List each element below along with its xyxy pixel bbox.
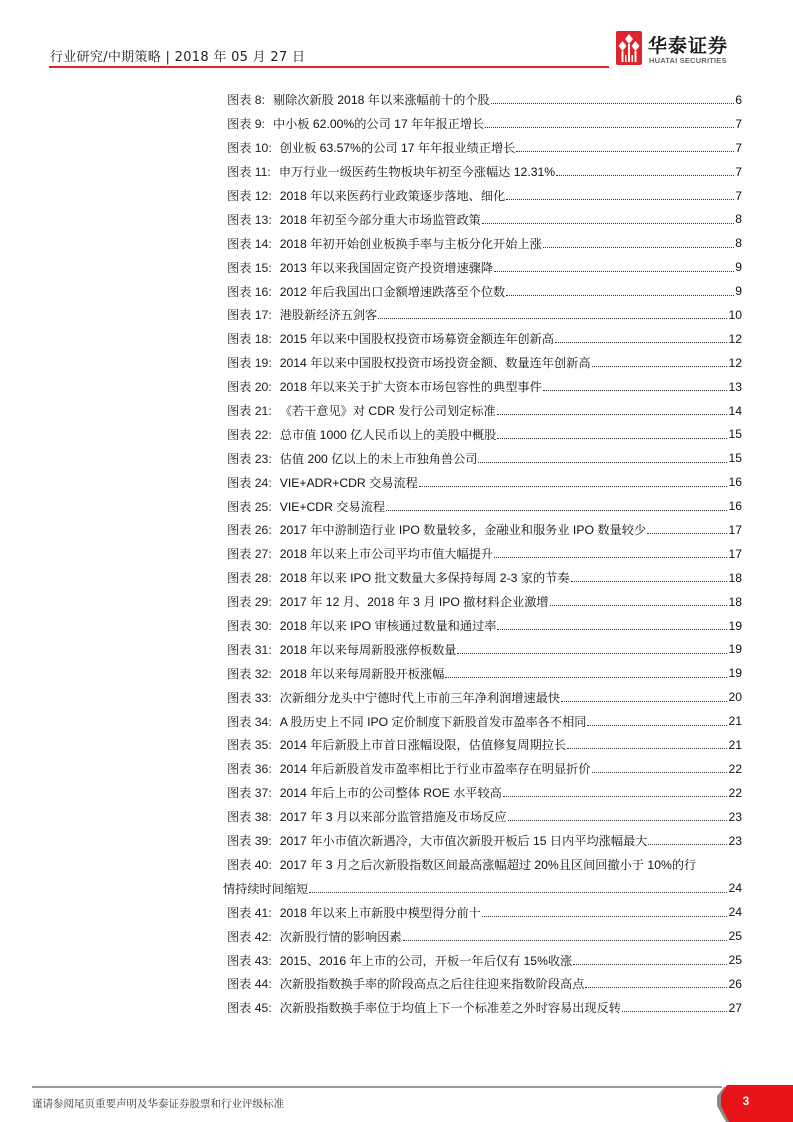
toc-entry[interactable] — [227, 924, 742, 948]
toc-entry[interactable] — [227, 446, 742, 470]
toc-entry[interactable] — [227, 614, 742, 638]
toc-page-number: 15 — [728, 451, 742, 466]
toc-figure-title: 2017 年中游制造行业 IPO 数量较多，金融业和服务业 IPO 数量较少 — [279, 523, 647, 538]
footer-divider — [32, 1086, 722, 1088]
toc-figure-label: 图表 27: — [227, 547, 272, 562]
toc-entry[interactable] — [227, 590, 742, 614]
toc-page-number: 25 — [728, 929, 742, 944]
toc-leader-dots — [457, 653, 727, 654]
toc-entry[interactable] — [227, 685, 742, 709]
toc-leader-dots — [506, 199, 734, 200]
toc-entry[interactable] — [227, 255, 742, 279]
toc-page-number: 17 — [728, 522, 742, 537]
toc-figure-label: 图表 45: — [227, 1001, 272, 1016]
toc-figure-title: 次新股指数换手率位于均值上下一个标准差之外时容易出现反转 — [279, 1001, 621, 1016]
toc-entry[interactable] — [227, 494, 742, 518]
toc-figure-title: 申万行业一级医药生物板块年初至今涨幅达 12.31% — [278, 165, 556, 180]
toc-figure-title: 2018 年以来每周新股开板涨幅 — [279, 666, 445, 681]
toc-page-number: 8 — [735, 212, 742, 227]
huatai-logo-icon — [616, 31, 642, 65]
toc-page-number: 8 — [735, 236, 742, 251]
toc-page-number: 7 — [735, 188, 742, 203]
toc-leader-dots — [648, 844, 727, 845]
toc-leader-dots — [622, 1011, 727, 1012]
toc-page-number: 7 — [735, 116, 742, 131]
toc-figure-label: 图表 26: — [227, 523, 272, 538]
toc-page-number: 9 — [735, 260, 742, 275]
toc-page-number: 23 — [728, 833, 742, 848]
toc-figure-title: VIE+CDR 交易流程 — [279, 499, 386, 514]
toc-entry[interactable] — [227, 829, 742, 853]
toc-figure-title: 2015 年以来中国股权投资市场募资金额连年创新高 — [279, 332, 554, 347]
toc-entry[interactable] — [227, 948, 742, 972]
toc-figure-title: 2012 年后我国出口金额增速跌落至个位数 — [279, 284, 506, 299]
toc-figure-label: 图表 33: — [227, 690, 272, 705]
toc-figure-title: VIE+ADR+CDR 交易流程 — [279, 475, 418, 490]
toc-figure-label: 图表 31: — [227, 642, 272, 657]
toc-leader-dots — [491, 103, 735, 104]
toc-entry[interactable] — [227, 542, 742, 566]
toc-leader-dots — [478, 462, 727, 463]
toc-figure-title: 2018 年以来上市公司平均市值大幅提升 — [279, 547, 494, 562]
toc-page-number: 19 — [728, 642, 742, 657]
toc-figure-title: 2017 年小市值次新遇冷，大市值次新股开板后 15 日内平均涨幅最大 — [279, 834, 648, 849]
toc-page-number: 18 — [728, 594, 742, 609]
toc-figure-title: 2014 年以来中国股权投资市场投资金额、数量连年创新高 — [279, 356, 591, 371]
toc-page-number: 25 — [728, 953, 742, 967]
toc-figure-label: 图表 28: — [227, 571, 272, 586]
toc-entry[interactable] — [227, 996, 742, 1020]
toc-entry[interactable] — [227, 136, 742, 160]
toc-figure-label: 图表 14: — [227, 236, 272, 251]
toc-leader-dots — [419, 486, 728, 487]
toc-figure-title: 创业板 63.57%的公司 17 年年报业绩正增长 — [279, 141, 516, 156]
toc-figure-label: 图表 39: — [227, 834, 272, 849]
toc-entry[interactable] — [227, 327, 742, 351]
toc-leader-dots — [571, 581, 728, 582]
toc-leader-dots — [561, 701, 727, 702]
toc-leader-dots — [497, 629, 727, 630]
page-number: 3 — [742, 1094, 750, 1108]
toc-figure-label: 图表 16: — [227, 284, 272, 299]
toc-figure-label: 图表 36: — [227, 762, 272, 777]
toc-entry[interactable] — [227, 709, 742, 733]
toc-figure-label: 图表 42: — [227, 929, 272, 944]
toc-figure-label: 图表 15: — [227, 260, 272, 275]
toc-figure-label: 图表 40: — [227, 857, 272, 872]
toc-entry[interactable] — [227, 757, 742, 781]
toc-leader-dots — [556, 175, 734, 176]
toc-leader-dots — [309, 892, 727, 893]
toc-page-number: 18 — [728, 570, 742, 585]
toc-page-number: 24 — [728, 905, 742, 920]
toc-figure-label: 图表 35: — [227, 738, 272, 753]
toc-figure-title: 2014 年后新股上市首日涨幅设限，估值修复周期拉长 — [279, 738, 567, 753]
toc-figure-title: 2018 年初开始创业板换手率与主板分化开始上涨 — [279, 236, 542, 251]
toc-figure-label: 图表 23: — [227, 451, 272, 466]
header-divider — [49, 66, 609, 68]
toc-figure-title-continued: 情持续时间缩短 — [223, 881, 309, 896]
toc-entry[interactable] — [227, 303, 742, 327]
toc-figure-title: 2018 年以来关于扩大资本市场包容性的典型事件 — [279, 380, 542, 395]
toc-figure-title: 2014 年后新股首发市盈率相比于行业市盈率存在明显折价 — [279, 762, 591, 777]
toc-figure-label: 图表 8: — [227, 93, 265, 108]
toc-page-number: 19 — [728, 618, 742, 633]
toc-entry[interactable] — [227, 781, 742, 805]
toc-leader-dots — [567, 748, 727, 749]
toc-page-number: 7 — [735, 164, 742, 179]
toc-leader-dots — [587, 725, 727, 726]
toc-leader-dots — [497, 414, 728, 415]
toc-figure-title: 2013 年以来我国固定资产投资增速骤降 — [279, 260, 494, 275]
toc-figure-title: 估值 200 亿以上的未上市独角兽公司 — [279, 451, 478, 466]
toc-page-number: 12 — [728, 331, 742, 346]
toc-entry[interactable] — [227, 207, 742, 231]
toc-figure-title: 2018 年以来上市新股中模型得分前十 — [279, 905, 481, 920]
toc-leader-dots — [585, 987, 727, 988]
toc-page-number: 21 — [728, 737, 742, 752]
toc-entry-continuation[interactable] — [223, 876, 742, 900]
toc-figure-title: 2017 年 3 月以来部分监管措施及市场反应 — [279, 810, 507, 825]
toc-figure-title: 2018 年初至今部分重大市场监管政策 — [279, 212, 481, 227]
toc-entry[interactable] — [227, 231, 742, 255]
toc-figure-title: 次新股指数换手率的阶段高点之后往往迎来指数阶段高点 — [279, 977, 585, 992]
toc-figure-label: 图表 24: — [227, 475, 272, 490]
toc-entry[interactable] — [227, 972, 742, 996]
toc-leader-dots — [550, 605, 728, 606]
toc-entry[interactable] — [227, 661, 742, 685]
toc-entry[interactable] — [227, 399, 742, 423]
toc-entry[interactable] — [227, 637, 742, 661]
toc-page-number: 12 — [728, 355, 742, 370]
toc-page-number: 21 — [728, 714, 742, 729]
toc-entry[interactable] — [227, 566, 742, 590]
toc-figure-title: A 股历史上不同 IPO 定价制度下新股首发市盈率各不相同 — [279, 714, 587, 729]
toc-page-number: 24 — [728, 881, 742, 896]
toc-leader-dots — [592, 366, 728, 367]
toc-page-number: 20 — [728, 690, 742, 705]
toc-page-number: 7 — [735, 140, 742, 155]
toc-leader-dots — [403, 940, 728, 941]
toc-entry[interactable] — [227, 805, 742, 829]
toc-leader-dots — [503, 796, 728, 797]
toc-page-number: 14 — [728, 403, 742, 418]
toc-figure-title: 总市值 1000 亿人民币以上的美股中概股 — [279, 427, 497, 442]
toc-leader-dots — [497, 438, 727, 439]
toc-entry[interactable] — [227, 375, 742, 399]
toc-leader-dots — [573, 964, 727, 965]
toc-figure-label: 图表 20: — [227, 380, 272, 395]
toc-entry[interactable] — [227, 470, 742, 494]
toc-figure-label: 图表 43: — [227, 953, 272, 968]
toc-leader-dots — [482, 916, 728, 917]
toc-leader-dots — [543, 247, 734, 248]
toc-entry[interactable] — [227, 160, 742, 184]
footer-disclaimer: 谨请参阅尾页重要声明及华泰证券股票和行业评级标准 — [32, 1098, 284, 1110]
toc-figure-title: 次新细分龙头中宁德时代上市前三年净利润增速最快 — [279, 690, 561, 705]
toc-page-number: 15 — [728, 427, 742, 442]
toc-page-number: 22 — [728, 785, 742, 800]
toc-figure-title: 次新股行情的影响因素 — [279, 929, 402, 944]
header-report-info: 行业研究/中期策略 | 2018 年 05 月 27 日 — [50, 50, 306, 65]
logo-chinese-name: 华泰证券 — [648, 35, 729, 57]
toc-entry[interactable] — [227, 351, 742, 375]
toc-figure-label: 图表 12: — [227, 189, 272, 203]
toc-leader-dots — [508, 820, 728, 821]
toc-entry[interactable] — [227, 279, 742, 303]
toc-page-number: 26 — [728, 976, 742, 991]
toc-figure-title: 2017 年 3 月之后次新股指数区间最高涨幅超过 20%且区间回撤小于 10%的行 — [279, 857, 697, 872]
toc-figure-title: 2018 年以来医药行业政策逐步落地、细化 — [279, 189, 506, 203]
toc-figure-label: 图表 10: — [227, 141, 272, 156]
toc-figure-label: 图表 41: — [227, 905, 272, 920]
toc-figure-label: 图表 19: — [227, 356, 272, 371]
toc-figure-label: 图表 29: — [227, 595, 272, 610]
toc-figure-title: 港股新经济五剑客 — [279, 308, 378, 323]
toc-figure-title: 2018 年以来 IPO 审核通过数量和通过率 — [279, 619, 497, 634]
toc-leader-dots — [494, 271, 734, 272]
toc-figure-label: 图表 9: — [227, 117, 265, 132]
toc-figure-title: 2015、2016 年上市的公司，开板一年后仅有 15%收涨 — [279, 953, 573, 968]
toc-figure-label: 图表 32: — [227, 666, 272, 681]
toc-entry[interactable] — [227, 853, 742, 877]
toc-leader-dots — [516, 151, 734, 152]
toc-figure-title: 2018 年以来 IPO 批文数量大多保持每周 2-3 家的节奏 — [279, 571, 570, 586]
toc-page-number: 10 — [728, 307, 742, 322]
toc-leader-dots — [378, 318, 727, 319]
toc-leader-dots — [647, 533, 727, 534]
toc-leader-dots — [445, 677, 727, 678]
toc-figure-label: 图表 17: — [227, 308, 272, 323]
toc-entry[interactable] — [227, 184, 742, 208]
toc-page-number: 22 — [728, 761, 742, 776]
toc-figure-label: 图表 37: — [227, 786, 272, 801]
toc-leader-dots — [506, 295, 734, 296]
toc-figure-title: 2014 年后上市的公司整体 ROE 水平较高 — [279, 786, 502, 801]
toc-figure-label: 图表 44: — [227, 977, 272, 992]
figure-index-list — [223, 88, 742, 1020]
toc-figure-label: 图表 38: — [227, 810, 272, 825]
toc-figure-label: 图表 21: — [227, 404, 272, 419]
toc-leader-dots — [543, 390, 728, 391]
toc-leader-dots — [494, 557, 727, 558]
toc-figure-label: 图表 11: — [227, 165, 271, 180]
toc-figure-label: 图表 25: — [227, 499, 272, 514]
toc-figure-label: 图表 22: — [227, 427, 272, 442]
toc-page-number: 27 — [728, 1000, 742, 1015]
toc-figure-title: 2018 年以来每周新股涨停板数量 — [279, 642, 457, 657]
toc-entry[interactable] — [227, 518, 742, 542]
toc-page-number: 16 — [728, 499, 742, 514]
toc-page-number: 19 — [728, 666, 742, 681]
toc-page-number: 13 — [728, 379, 742, 394]
toc-page-number: 16 — [728, 475, 742, 490]
toc-entry[interactable] — [227, 733, 742, 757]
toc-figure-label: 图表 30: — [227, 619, 272, 634]
toc-figure-label: 图表 18: — [227, 332, 272, 347]
toc-figure-title: 2017 年 12 月、2018 年 3 月 IPO 撤材料企业激增 — [279, 595, 549, 610]
toc-figure-label: 图表 13: — [227, 212, 272, 227]
toc-figure-title: 《若干意见》对 CDR 发行公司划定标准 — [279, 404, 496, 419]
toc-figure-title: 剔除次新股 2018 年以来涨幅前十的个股 — [272, 93, 490, 108]
toc-leader-dots — [485, 127, 734, 128]
toc-leader-dots — [555, 342, 727, 343]
toc-leader-dots — [592, 772, 728, 773]
toc-page-number: 17 — [728, 546, 742, 561]
toc-entry[interactable] — [227, 88, 742, 112]
logo-english-name: HUATAI SECURITIES — [649, 56, 727, 65]
toc-page-number: 9 — [735, 284, 742, 299]
toc-entry[interactable] — [227, 900, 742, 924]
huatai-logo — [616, 31, 756, 71]
toc-figure-label: 图表 34: — [227, 714, 272, 729]
toc-page-number: 23 — [728, 809, 742, 824]
toc-leader-dots — [482, 223, 734, 224]
toc-page-number: 6 — [735, 92, 742, 107]
toc-leader-dots — [386, 510, 727, 511]
toc-figure-title: 中小板 62.00%的公司 17 年年报正增长 — [272, 117, 485, 132]
toc-entry[interactable] — [227, 422, 742, 446]
toc-entry[interactable] — [227, 112, 742, 136]
